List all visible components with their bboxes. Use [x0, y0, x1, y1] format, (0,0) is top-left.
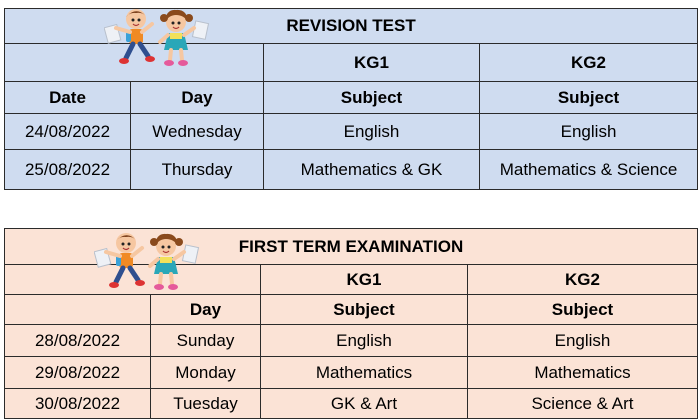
first-term-group-kg1: KG1 [261, 265, 468, 295]
revision-header-subject-kg1: Subject [264, 82, 480, 114]
kg1-subject-cell: Mathematics [261, 357, 468, 389]
kg1-subject-cell: English [264, 114, 480, 150]
kg1-subject-cell: English [261, 325, 468, 357]
kg1-subject-cell: GK & Art [261, 389, 468, 419]
date-cell: 24/08/2022 [5, 114, 131, 150]
table-row [5, 357, 698, 389]
date-cell: 25/08/2022 [5, 150, 131, 190]
date-cell: 30/08/2022 [5, 389, 151, 419]
kg2-subject-cell: English [480, 114, 698, 150]
kids-illustration-icon [104, 6, 210, 68]
kg1-subject-cell: Mathematics & GK [264, 150, 480, 190]
kids-illustration-icon [94, 230, 200, 292]
kg2-subject-cell: Science & Art [468, 389, 698, 419]
day-cell: Wednesday [131, 114, 264, 150]
revision-title: REVISION TEST [5, 9, 698, 44]
table-row [5, 389, 698, 419]
first-term-header-subject-kg2: Subject [468, 295, 698, 325]
revision-header-day: Day [131, 82, 264, 114]
first-term-header-day: Day [151, 295, 261, 325]
day-cell: Monday [151, 357, 261, 389]
date-cell: 28/08/2022 [5, 325, 151, 357]
first-term-group-kg2: KG2 [468, 265, 698, 295]
table-row [5, 325, 698, 357]
first-term-header-date-blank [5, 295, 151, 325]
revision-header-date: Date [5, 82, 131, 114]
revision-group-kg2: KG2 [480, 44, 698, 82]
date-cell: 29/08/2022 [5, 357, 151, 389]
day-cell: Tuesday [151, 389, 261, 419]
kg2-subject-cell: Mathematics [468, 357, 698, 389]
day-cell: Thursday [131, 150, 264, 190]
revision-header-subject-kg2: Subject [480, 82, 698, 114]
first-term-header-subject-kg1: Subject [261, 295, 468, 325]
table-row [5, 150, 698, 190]
table-row [5, 114, 698, 150]
revision-group-kg1: KG1 [264, 44, 480, 82]
kg2-subject-cell: Mathematics & Science [480, 150, 698, 190]
kg2-subject-cell: English [468, 325, 698, 357]
day-cell: Sunday [151, 325, 261, 357]
first-term-title: FIRST TERM EXAMINATION [5, 229, 698, 265]
